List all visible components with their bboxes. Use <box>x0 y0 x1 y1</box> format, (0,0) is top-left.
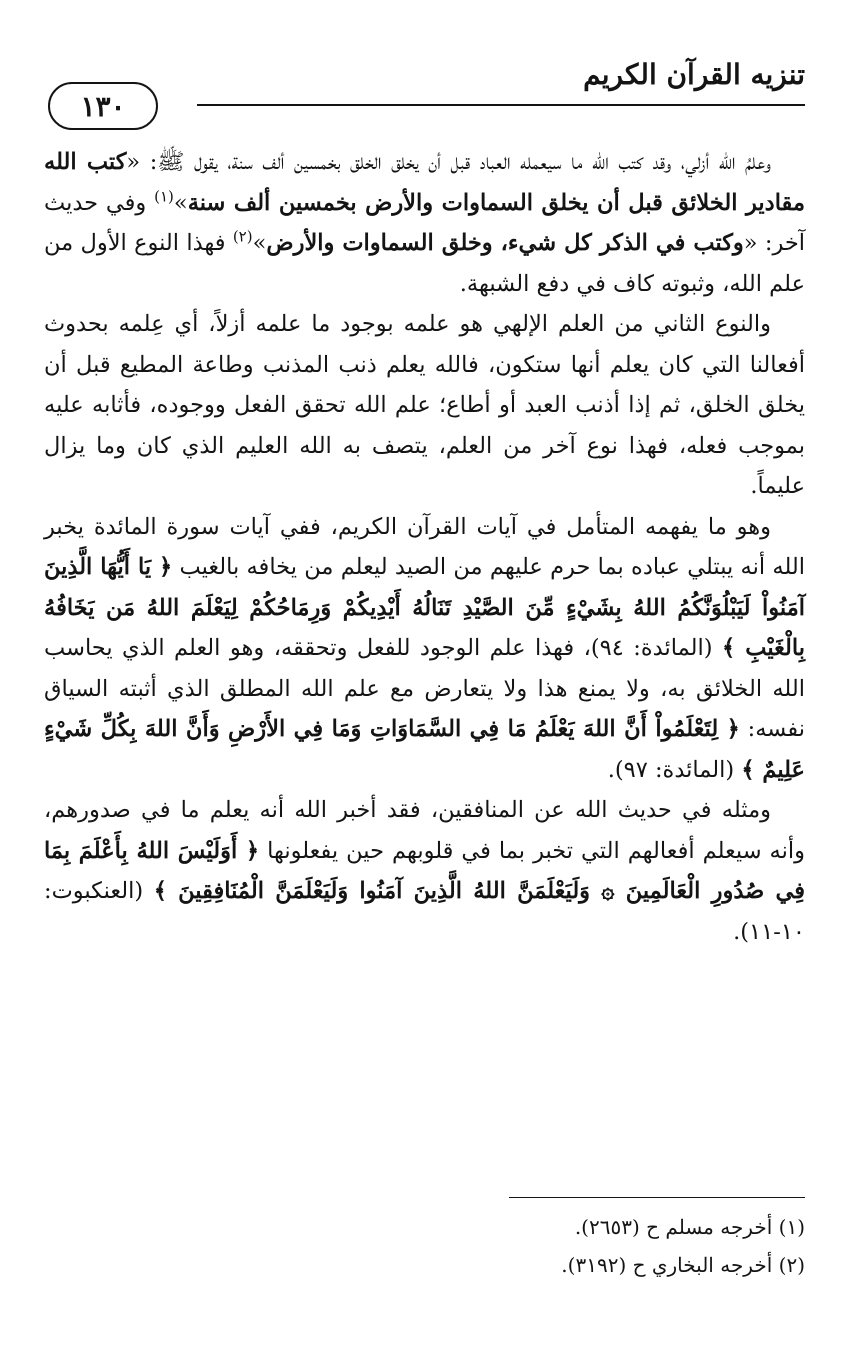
paragraph-1-text: وعلمُ الله أزلي، وقد كتب الله ما سيعمله العباد قبل أن يخلق الخلق بخمسين ألف سنة، يقول ﷺ: « <box>126 149 772 175</box>
paragraph-3-text-2: (المائدة: ٩٤)، فهذا علم الوجود للفعل وتحققه، وهو العلم الذي يحاسب الله الخلائق به، ولا يمنع هذا ولا يتعارض مع علم الله المطلق الذي أثبته السياق نفسه: <box>44 635 806 742</box>
footnote-ref-1: (١) <box>154 187 174 205</box>
quote-close-1: » <box>173 189 188 216</box>
ayah-close-bracket: ﴾ <box>721 635 736 661</box>
footnote-separator <box>509 1197 805 1198</box>
ayah-close-bracket: ﴾ <box>153 878 167 904</box>
page-number: ١٣٠ <box>80 89 126 123</box>
page-number-badge <box>48 82 158 130</box>
paragraph-3-text: وهو ما يفهمه المتأمل في آيات القرآن الكريم، ففي آيات سورة المائدة يخبر الله أنه يبتلي عباده بما حرم عليهم من الصيد ليعلم من يخافه بالغيب <box>44 513 806 580</box>
paragraph-4-text: ومثله في حديث الله عن المنافقين، فقد أخبر الله أنه يعلم ما في صدورهم، وأنه سيعلم أفعالهم التي تخبر بما في قلوبهم حين يفعلونها <box>44 797 805 864</box>
footnote-2: (٢) أخرجه البخاري ح (٣١٩٢). <box>561 1253 805 1277</box>
header-rule <box>197 104 805 106</box>
quran-verse-ankabut-10-11: أَوَلَيْسَ اللهُ بِأَعْلَمَ بِمَا فِي صُدُورِ الْعَالَمِينَ ۞ وَلَيَعْلَمَنَّ اللهُ الَّذِينَ آمَنُوا وَلَيَعْلَمَنَّ الْمُنَافِقِينَ <box>44 837 805 904</box>
paragraph-4-text-2: (العنكبوت: ١٠-١١). <box>44 878 805 945</box>
paragraph-4 <box>44 790 805 952</box>
paragraph-2-text: والنوع الثاني من العلم الإلهي هو علمه بوجود ما علمه أزلاً، أي عِلمه بحدوث أفعالنا التي كان يعلم أنها ستكون، فالله يعلم ذنب المذنب وطاعة المطيع قبل أن يخلق الخلق، ثم إذا أذنب العبد أو أطاع؛ علم الله تحقق الفعل ووجوده، فأثابه عليه بموجب فعله، فهذا نوع آخر من العلم، يتصف به الله العليم الذي كان وما يزال عليماً. <box>44 311 805 499</box>
ayah-open-bracket: ﴿ <box>726 716 740 742</box>
body-text <box>44 142 805 952</box>
ayah-open-bracket: ﴿ <box>245 837 260 864</box>
hadith-quote-2: وكتب في الذكر كل شيء، وخلق السماوات والأرض <box>266 230 744 256</box>
footnote-1: (١) أخرجه مسلم ح (٢٦٥٣). <box>574 1215 805 1239</box>
ayah-close-bracket: ﴾ <box>741 756 755 783</box>
footnotes <box>561 1208 805 1284</box>
quran-verse-maidah-94: يَا أَيُّهَا الَّذِينَ آمَنُواْ لَيَبْلُوَنَّكُمُ اللهُ بِشَيْءٍ مِّنَ الصَّيْدِ تَنَالُهُ أَيْدِيكُمْ وَرِمَاحُكُمْ لِيَعْلَمَ اللهُ مَن يَخَافُهُ بِالْغَيْبِ <box>44 554 805 661</box>
paragraph-3 <box>44 507 805 791</box>
footnote-ref-2: (٢) <box>232 227 253 246</box>
paragraph-1-text-2: وفي حديث آخر: « <box>44 189 806 256</box>
hadith-quote-1: كتب الله مقادير الخلائق قبل أن يخلق السماوات والأرض بخمسين ألف سنة <box>44 149 805 216</box>
ayah-open-bracket: ﴿ <box>159 554 173 580</box>
quote-close-2: » <box>252 230 267 256</box>
paragraph-2 <box>44 304 805 507</box>
paragraph-1 <box>44 142 805 304</box>
running-header-title: تنزيه القرآن الكريم <box>583 58 805 91</box>
quran-verse-maidah-97: لِتَعْلَمُواْ أَنَّ اللهَ يَعْلَمُ مَا فِي السَّمَاوَاتِ وَمَا فِي الأَرْضِ وَأَنَّ اللهَ بِكُلِّ شَيْءٍ عَلِيمٌ <box>44 716 805 783</box>
paragraph-3-text-3: (المائدة: ٩٧). <box>607 756 742 783</box>
paragraph-1-text-3: فهذا النوع الأول من علم الله، وثبوته كاف في دفع الشبهة. <box>44 230 805 297</box>
